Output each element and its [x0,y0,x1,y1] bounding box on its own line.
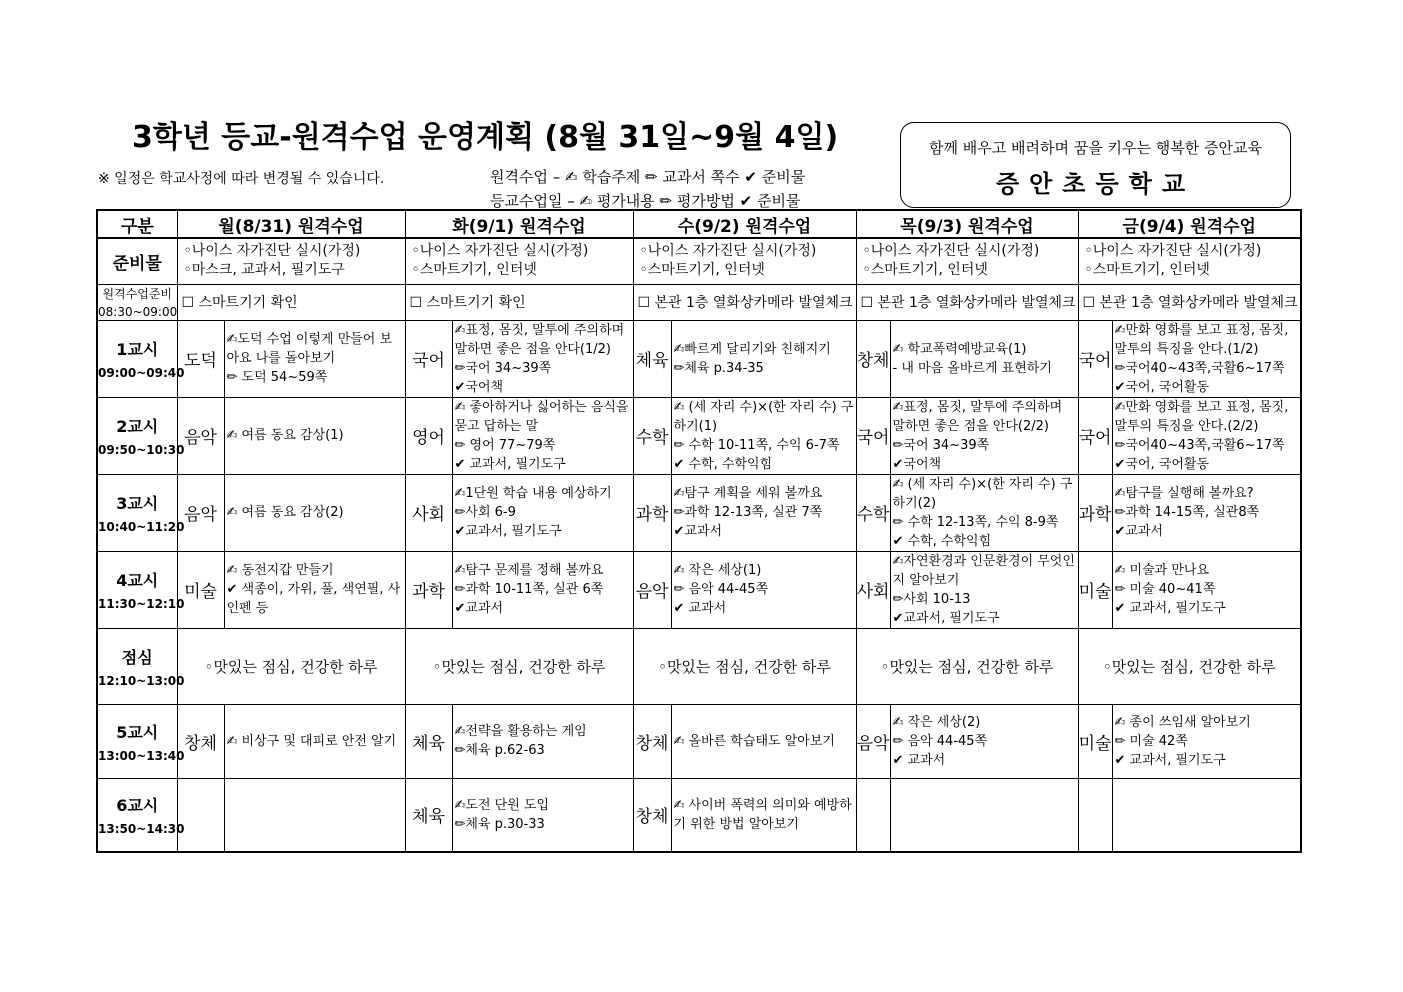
content-line: ✍ 올바른 학습태도 알아보기 [673,733,835,749]
content-cell [671,474,856,551]
content-cell [890,320,1078,397]
period-label-cell [97,778,185,852]
content-cell [452,397,633,474]
period-label: 4교시 [116,571,159,590]
period-label-cell [97,474,185,551]
content-line: ✔국어, 국어활동 [1114,379,1210,395]
content-line: ✍도덕 수업 이렇게 만들어 보아요 나를 돌아보기 [226,332,393,366]
period-label: 5교시 [116,722,159,742]
content-line: ✔국어책 [892,456,942,472]
content-line: ✍ 작은 세상(1) [673,563,762,578]
subject-cell: 사회 [856,551,890,628]
content-line: ✍ 작은 세상(2) [892,714,981,730]
subject-cell: 도덕 [177,320,224,397]
content-line: ✔교과서 [1114,524,1164,539]
content-cell [671,778,856,852]
lunch-cell: ◦맛있는 점심, 건강한 하루 [405,628,633,704]
content-line: ✏체육 p.30-33 [454,816,545,832]
ready-cell-mon[interactable]: ☐ 스마트기기 확인 [177,284,405,320]
content-cell [890,551,1078,628]
period-label: 3교시 [116,494,159,513]
content-cell [1112,704,1301,778]
content-line: ✍탐구 계획을 세워 볼까요 [673,486,823,501]
content-line: ✔교과서 [454,601,504,616]
content-line: ✍ 사이버 폭력의 의미와 예방하기 위한 방법 알아보기 [673,797,852,832]
lunch-label: 점심 [121,647,153,667]
header-mon: 월(8/31) 원격수업 [177,210,405,238]
content-cell [1112,474,1301,551]
content-line: ✍1단원 학습 내용 예상하기 [454,486,612,501]
subject-cell: 음악 [633,551,671,628]
period-label: 1교시 [116,340,159,359]
subject-cell: 창체 [177,704,224,778]
content-line: ✔ 교과서, 필기도구 [1114,752,1226,768]
prep-line: ◦나이스 자가진단 실시(가정) [862,243,1040,260]
content-line: ✏사회 6-9 [454,505,516,520]
period-time: 13:50~14:30 [98,822,185,837]
school-box [900,122,1291,208]
content-line: ✏국어 34~39쪽 [454,360,552,376]
content-line: ✏ 수학 10-11쪽, 수익 6-7쪽 [673,437,840,453]
school-name: 증안초등학교 [995,170,1196,198]
content-cell [452,551,633,628]
content-line: ✔ 수학, 수학익힘 [673,456,773,472]
ready-label-cell [97,284,177,320]
lunch-cell: ◦맛있는 점심, 건강한 하루 [1078,628,1301,704]
period-time: 11:30~12:10 [98,597,185,611]
prep-line: ◦스마트기기, 인터넷 [411,262,537,279]
subject-cell: 국어 [1078,320,1112,397]
prep-line: ◦나이스 자가진단 실시(가정) [411,243,589,260]
period-row [97,551,1301,628]
ready-row [97,284,1301,320]
content-cell [1112,551,1301,628]
period-time: 13:00~13:40 [98,748,185,763]
content-cell [224,778,405,852]
header-row [97,210,1301,238]
subject-cell: 미술 [1078,704,1112,778]
subject-cell [1078,778,1112,852]
header-wed: 수(9/2) 원격수업 [633,210,856,238]
subject-cell: 음악 [856,704,890,778]
period-label-cell [97,397,185,474]
period-label-cell [97,704,185,778]
schedule-table [96,209,1302,853]
prep-cell-fri [1078,238,1301,284]
prep-label-cell [97,238,177,284]
subject-cell: 음악 [177,397,224,474]
content-line: ✍ 미술과 만나요 [1114,563,1210,578]
lunch-cell: ◦맛있는 점심, 건강한 하루 [177,628,405,704]
lunch-time: 12:10~13:00 [98,673,185,688]
content-line: ✔ 교과서 [673,601,727,616]
content-line: ✔국어책 [454,379,504,395]
content-cell [890,397,1078,474]
content-line: ✔교과서, 필기도구 [892,610,1000,626]
content-line: ✍ 비상구 및 대피로 안전 알기 [226,733,397,749]
content-line: ✍빠르게 달리기와 친해지기 [673,341,831,357]
content-line: ✔교과서 [673,524,723,539]
header-thu: 목(9/3) 원격수업 [856,210,1078,238]
content-line: ✔ 교과서 [892,752,946,768]
content-line: ✔ 교과서, 필기도구 [1114,601,1226,616]
page-title: 3학년 등교-원격수업 운영계획 (8월 31일~9월 4일) [132,120,839,155]
content-line: ✍자연환경과 인문환경이 무엇인지 알아보기 [892,553,1075,588]
period-label: 2교시 [116,417,159,436]
subject-cell: 사회 [405,474,452,551]
content-line: - 내 마음 올바르게 표현하기 [892,360,1052,376]
prep-line: ◦나이스 자가진단 실시(가정) [183,243,361,260]
lunch-cell: ◦맛있는 점심, 건강한 하루 [633,628,856,704]
prep-line: ◦나이스 자가진단 실시(가정) [639,243,817,260]
content-line: ✍도전 단원 도입 [454,797,550,813]
period-row [97,704,1301,778]
subject-cell: 국어 [1078,397,1112,474]
school-motto: 함께 배우고 배려하며 꿈을 키우는 행복한 증안교육 [929,139,1262,157]
subject-cell: 창체 [856,320,890,397]
prep-line: ◦마스크, 교과서, 필기도구 [183,262,345,279]
content-line: ✏체육 p.62-63 [454,743,545,758]
subject-cell: 음악 [177,474,224,551]
prep-cell-thu [856,238,1078,284]
schedule-note: ※ 일정은 학교사정에 따라 변경될 수 있습니다. [98,171,385,187]
prep-cell-wed [633,238,856,284]
prep-label: 준비물 [112,253,162,274]
ready-cell-tue[interactable]: ☐ 스마트기기 확인 [405,284,633,320]
lunch-label-cell [97,628,185,704]
content-cell [452,320,633,397]
period-label-cell [97,320,185,397]
content-cell [671,704,856,778]
content-cell [224,551,405,628]
content-line: ✍만화 영화를 보고 표정, 몸짓, 말투의 특징을 안다.(2/2) [1114,399,1289,434]
content-cell [224,474,405,551]
content-cell [224,320,405,397]
subject-cell: 체육 [405,704,452,778]
prep-cell-mon [177,238,405,284]
header-fri: 금(9/4) 원격수업 [1078,210,1301,238]
ready-cell-thu[interactable]: ☐ 본관 1층 열화상카메라 발열체크 [856,284,1078,320]
content-line: ✍표정, 몸짓, 말투에 주의하며 말하면 좋은 점을 안다(2/2) [892,399,1063,434]
period-time: 09:50~10:30 [98,443,185,457]
subject-cell: 영어 [405,397,452,474]
content-line: ✏ 수학 12-13쪽, 수익 8-9쪽 [892,514,1059,530]
subject-cell: 체육 [405,778,452,852]
period-time: 10:40~11:20 [98,520,185,534]
subject-cell [856,778,890,852]
content-cell [671,551,856,628]
content-line: ✍ 학교폭력예방교육(1) [892,341,1027,357]
content-line: ✏체육 p.34-35 [673,360,764,376]
prep-line: ◦스마트기기, 인터넷 [1084,262,1210,279]
content-line: ✍만화 영화를 보고 표정, 몸짓, 말투의 특징을 안다.(1/2) [1114,322,1289,357]
subject-cell: 수학 [856,474,890,551]
content-line: ✔ 교과서, 필기도구 [454,456,566,472]
content-line: ✏ 영어 77~79쪽 [454,437,556,453]
content-line: ✍전략을 활용하는 게임 [454,724,587,739]
content-line: ✍ (세 자리 수)×(한 자리 수) 구하기(1) [673,399,854,434]
content-line: ✍탐구를 실행해 볼까요? [1114,486,1254,501]
content-line: ✔ 수학, 수학익힘 [892,533,992,549]
content-cell [452,704,633,778]
prep-line: ◦스마트기기, 인터넷 [639,262,765,279]
ready-time: 08:30~09:00 [98,305,178,319]
period-row [97,474,1301,551]
content-line: ✍ 좋아하거나 싫어하는 음식을 묻고 답하는 말 [454,399,629,434]
content-line: ✏국어 34~39쪽 [892,437,990,453]
ready-label: 원격수업준비 [102,287,173,301]
subject-cell [177,778,224,852]
content-line: ✍탐구 문제를 정해 볼까요 [454,563,604,578]
content-cell [890,474,1078,551]
period-row [97,320,1301,397]
content-line: ✏ 미술 42쪽 [1114,733,1188,749]
content-cell [890,778,1078,852]
content-line: ✏사회 10-13 [892,591,971,607]
content-line: ✏국어40~43쪽,국활6~17쪽 [1114,360,1285,376]
content-line: ✍ 여름 동요 감상(2) [226,505,344,520]
subject-cell: 과학 [405,551,452,628]
content-cell [1112,397,1301,474]
content-cell [1112,320,1301,397]
period-label: 6교시 [116,796,159,816]
content-line: ✏ 도덕 54~59쪽 [226,370,328,385]
period-row [97,778,1301,852]
period-row [97,397,1301,474]
content-line: ✏ 음악 44-45쪽 [673,582,769,597]
prep-line: ◦스마트기기, 인터넷 [862,262,988,279]
ready-cell-wed[interactable]: ☐ 본관 1층 열화상카메라 발열체크 [633,284,856,320]
content-line: ✏과학 14-15쪽, 실관8쪽 [1114,505,1260,520]
content-line: ✍표정, 몸짓, 말투에 주의하며 말하면 좋은 점을 안다(1/2) [454,322,625,357]
content-cell [452,474,633,551]
content-line: ✏과학 10-11쪽, 실관 6쪽 [454,582,604,597]
content-cell [1112,778,1301,852]
content-line: ✏국어40~43쪽,국활6~17쪽 [1114,437,1285,453]
content-line: ✍ 종이 쓰임새 알아보기 [1114,714,1251,730]
content-line: ✔ 색종이, 가위, 풀, 색연필, 사인펜 등 [226,582,401,616]
period-label-cell [97,551,185,628]
content-cell [224,704,405,778]
subject-cell: 수학 [633,397,671,474]
lunch-cell: ◦맛있는 점심, 건강한 하루 [856,628,1078,704]
header-category: 구분 [97,210,177,238]
content-line: ✏과학 12-13쪽, 실관 7쪽 [673,505,823,520]
lunch-row [97,628,1301,704]
content-line: ✔교과서, 필기도구 [454,524,562,539]
prep-cell-tue [405,238,633,284]
subject-cell: 창체 [633,778,671,852]
legend-school: 등교수업일 – ✍ 평가내용 ✏ 평가방법 ✔ 준비물 [490,192,801,210]
subject-cell: 국어 [405,320,452,397]
content-line: ✍ 여름 동요 감상(1) [226,428,344,443]
content-cell [224,397,405,474]
subject-cell: 과학 [1078,474,1112,551]
content-cell [671,320,856,397]
prep-line: ◦나이스 자가진단 실시(가정) [1084,243,1262,260]
content-line: ✏ 미술 40~41쪽 [1114,582,1216,597]
subject-cell: 체육 [633,320,671,397]
subject-cell: 국어 [856,397,890,474]
content-cell [452,778,633,852]
content-line: ✏ 음악 44-45쪽 [892,733,988,749]
legend-remote: 원격수업 – ✍ 학습주제 ✏ 교과서 쪽수 ✔ 준비물 [490,168,806,186]
content-line: ✔국어, 국어활동 [1114,456,1210,472]
content-line: ✍ 동전지갑 만들기 [226,563,334,578]
ready-cell-fri[interactable]: ☐ 본관 1층 열화상카메라 발열체크 [1078,284,1301,320]
subject-cell: 미술 [177,551,224,628]
subject-cell: 창체 [633,704,671,778]
content-line: ✍ (세 자리 수)×(한 자리 수) 구하기(2) [892,476,1073,511]
subject-cell: 과학 [633,474,671,551]
subject-cell: 미술 [1078,551,1112,628]
content-cell [671,397,856,474]
prep-row [97,238,1301,284]
content-cell [890,704,1078,778]
header-tue: 화(9/1) 원격수업 [405,210,633,238]
period-time: 09:00~09:40 [98,366,185,380]
